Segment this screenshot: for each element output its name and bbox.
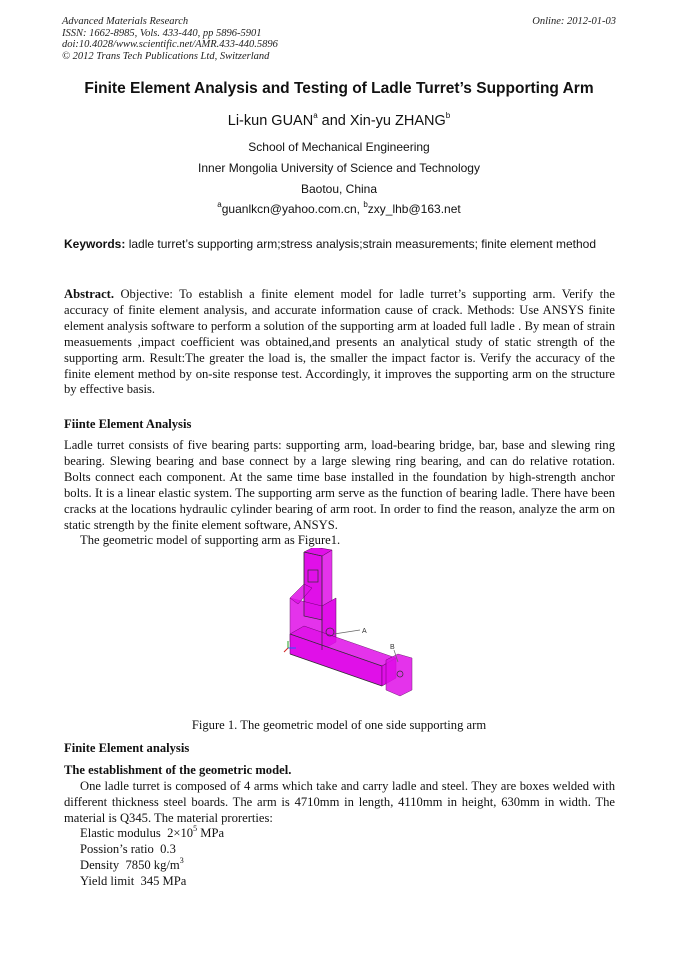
journal-name: Advanced Materials Research [62,16,189,27]
affiliation-university: Inner Mongolia University of Science and Technology [198,161,480,175]
section2-heading: Finite Element analysis [64,741,190,755]
page-header [62,16,616,62]
figure-label-b: B [390,644,395,651]
arm-end-bracket [386,654,412,696]
issn-line: ISSN: 1662-8985, Vols. 433-440, pp 5896-5901 [62,27,262,39]
section1-heading: Fiinte Element Analysis [64,417,192,431]
density-label: Density 7850 kg/m [80,858,180,872]
email-a[interactable]: guanlkcn@yahoo.com.cn, [221,202,364,216]
leader-line-a [334,630,360,634]
property-yield: Yield limit 345 MPa [80,874,187,888]
property-elastic [80,826,224,841]
elastic-label: Elastic modulus 2×10 [80,826,194,840]
keywords-text: ladle turret’s supporting arm;stress analysis;strain measurements; finite element method [125,237,597,251]
section1-paragraph: Ladle turret consists of five bearing parts: supporting arm, load-bearing bridge, bar, base and slewing ring bearing. Slewing bearing and base connect by a large slewing ring bearing, and can do relative rotation. Bolts connect each component. At the same time base installed in the foundation by high-strength anchor bolts. It is a linear elastic system. The supporting arm serve as the function of bearing ladle. There have been cracks at the locations hydraulic cylinder bearing of arm root. In order to find the reason, analyze the arm on static strength by the finite element software, ANSYS. [64,438,615,532]
keywords-label: Keywords: [64,237,126,251]
density-exponent: 3 [179,856,184,865]
abstract [64,287,615,398]
online-date: Online: 2012-01-03 [532,16,616,27]
copyright-line: © 2012 Trans Tech Publications Ltd, Switzerland [62,50,270,62]
paper-title: Finite Element Analysis and Testing of Ladle Turret’s Supporting Arm [84,80,594,97]
property-density [80,858,184,873]
affiliation-city: Baotou, China [300,182,378,196]
email-b[interactable]: zxy_lhb@163.net [367,202,461,216]
section1-paragraph-2: The geometric model of supporting arm as Figure1. [80,533,341,547]
author-2-sup: b [445,111,451,120]
keywords [64,236,615,252]
affiliation-school: School of Mechanical Engineering [248,140,430,154]
author-2: Xin-yu ZHANG [349,113,446,129]
author-and: and [317,113,350,129]
section2-paragraph: One ladle turret is composed of 4 arms which take and carry ladle and steel. They are boxes welded with different thickness steel boards. The arm is 4710mm in length, 4110mm in height, 630mm in width. The material is Q345. The material prorerties: [64,779,615,825]
section2-subheading: The establishment of the geometric model. [64,763,292,777]
supporting-arm-figure [282,548,442,712]
abstract-label: Abstract. [64,287,115,301]
figure-caption: Figure 1. The geometric model of one side supporting arm [191,718,487,732]
figure-label-a: A [362,628,367,635]
elastic-exponent: 5 [193,824,198,833]
author-1-sup: a [313,111,318,120]
abstract-text: Objective: To establish a finite element model for ladle turret’s supporting arm. Verify the accuracy of finite element analysis, and accurate information cause of crack. Methods: Use ANSYS finite element analysis software to perform a solution of the supporting arm at loaded full ladle . By mean of strain measuements ,impact coefficient was obtained,and presents an analytical study of static strength of the supporting arm. Result:The greater the load is, the smaller the impact factor is. Verify the accuracy of the finite element method by on-site response test. Accordingly, it improves the supporting arm on the structure by effective basis. [64,287,615,397]
elastic-unit: MPa [197,826,225,840]
property-poisson: Possion’s ratio 0.3 [80,842,176,856]
email-b-sup: b [363,200,368,209]
email-a-sup: a [217,200,222,209]
affiliation-emails [0,202,678,216]
doi-line: doi:10.4028/www.scientific.net/AMR.433-440.5896 [62,39,278,50]
author-1: Li-kun GUAN [227,113,314,129]
author-line [0,113,678,129]
